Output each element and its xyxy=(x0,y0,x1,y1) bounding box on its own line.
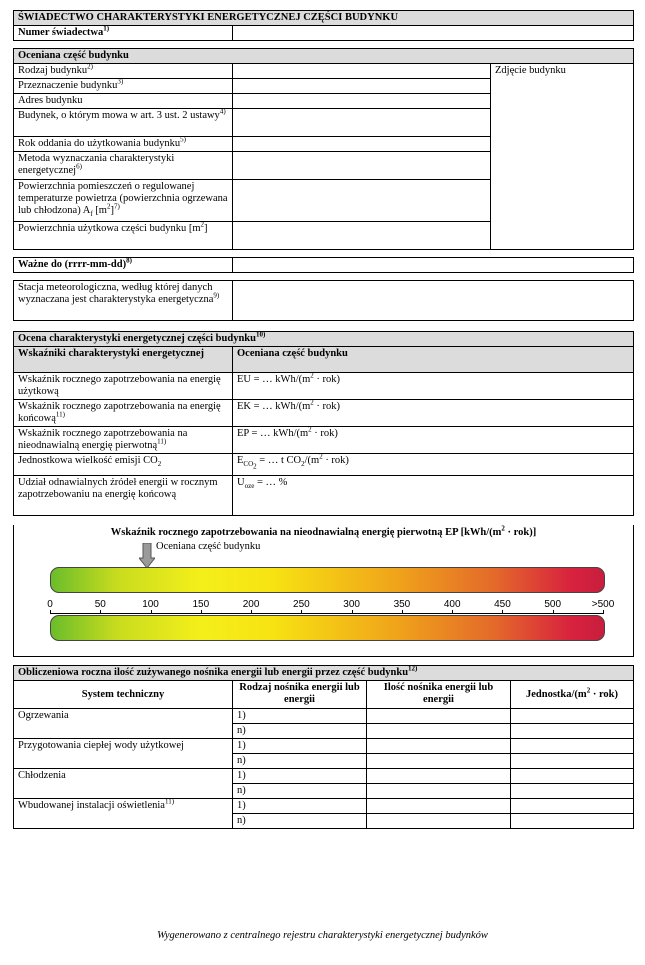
ep-scale-panel xyxy=(13,525,634,657)
commissioning-year-field[interactable] xyxy=(233,137,491,152)
heated-area-label: Powierzchnia pomieszczeń o regulowanej temperaturze powietrza (powierzchnia ogrzewana lub chłodzona) $A_f$ $[m^2]^{7)}$ xyxy=(14,180,233,222)
unit-cell[interactable] xyxy=(511,799,634,814)
assessed-column-header: Oceniana część budynku xyxy=(233,347,634,373)
building-address-field[interactable] xyxy=(233,94,491,109)
scale-tick-label: 300 xyxy=(343,599,360,610)
building-purpose-label: Przeznaczenie budynku$^{3)}$ xyxy=(14,79,233,94)
scale-tick-label: 350 xyxy=(393,599,411,610)
amount-cell[interactable] xyxy=(367,724,511,739)
valid-until-label: Ważne do (rrrr-mm-dd)$^{8)}$ xyxy=(14,258,233,273)
scale-tick-label: 250 xyxy=(293,599,310,610)
system-column-header: System techniczny xyxy=(14,681,233,709)
scale-tick xyxy=(50,610,51,614)
carrier-row-n: n) xyxy=(233,754,367,769)
renewable-share-value: $U_{oze}$ = … % xyxy=(233,476,634,516)
ep-color-scale-top xyxy=(50,567,605,593)
consumption-table xyxy=(13,665,634,829)
station-table xyxy=(13,280,634,321)
ep-scale-title: Wskaźnik rocznego zapotrzebowania na nieodnawialną energię pierwotną EP $[kWh/(m^2 \cdot rok)]$ xyxy=(110,524,537,538)
commissioning-year-label: Rok oddania do użytkowania budynku$^{5)}$ xyxy=(14,137,233,152)
scale-tick xyxy=(553,610,554,614)
building-type-label: Rodzaj budynku$^{2)}$ xyxy=(14,64,233,79)
assessment-table xyxy=(13,331,634,516)
amount-cell[interactable] xyxy=(367,769,511,784)
calculation-method-field[interactable] xyxy=(233,152,491,180)
carrier-row-first: 1) xyxy=(233,769,367,784)
co2-label: Jednostkowa wielkość emisji $CO_2$ xyxy=(14,454,233,476)
scale-tick xyxy=(502,610,503,614)
carrier-row-first: 1) xyxy=(233,739,367,754)
eu-label: Wskaźnik rocznego zapotrzebowania na energię użytkową xyxy=(14,373,233,400)
heated-area-field[interactable] xyxy=(233,180,491,222)
station-field[interactable] xyxy=(233,281,634,321)
scale-tick-label: 500 xyxy=(544,599,562,610)
amount-column-header: Ilość nośnika energii lub energii xyxy=(367,681,511,709)
scale-tick xyxy=(603,610,604,614)
scale-tick-label: 50 xyxy=(94,599,106,610)
ep-scale-marker-label: Oceniana część budynku xyxy=(156,541,261,552)
carrier-row-n: n) xyxy=(233,724,367,739)
unit-cell[interactable] xyxy=(511,754,634,769)
ep-value: EP = … kWh/$(m^2 \cdot rok)$ xyxy=(233,427,634,454)
co2-value: $E_{CO_2}$ = … t $CO_2/(m^2 \cdot rok)$ xyxy=(233,454,634,476)
system-hot-water-label: Przygotowania ciepłej wody użytkowej xyxy=(14,739,233,769)
calculation-method-label: Metoda wyznaczania charakterystyki energetycznej$^{6)}$ xyxy=(14,152,233,180)
scale-tick-label: 450 xyxy=(494,599,511,610)
ek-value: EK = … kWh/$(m^2 \cdot rok)$ xyxy=(233,400,634,427)
carrier-row-first: 1) xyxy=(233,799,367,814)
system-heating-label: Ogrzewania xyxy=(14,709,233,739)
scale-tick xyxy=(452,610,453,614)
scale-tick xyxy=(301,610,302,614)
assessed-part-header: Oceniana część budynku xyxy=(14,49,634,64)
scale-tick xyxy=(402,610,403,614)
amount-cell[interactable] xyxy=(367,799,511,814)
amount-cell[interactable] xyxy=(367,814,511,829)
indicator-column-header: Wskaźniki charakterystyki energetycznej xyxy=(14,347,233,373)
scale-tick-label: 200 xyxy=(242,599,260,610)
scale-tick xyxy=(151,610,152,614)
usable-area-field[interactable] xyxy=(233,222,491,250)
amount-cell[interactable] xyxy=(367,709,511,724)
scale-tick-label: 400 xyxy=(443,599,461,610)
certificate-header-table xyxy=(13,10,634,41)
amount-cell[interactable] xyxy=(367,784,511,799)
scale-tick-label: 0 xyxy=(47,599,53,610)
building-photo-cell xyxy=(491,64,634,250)
assessment-header: Ocena charakterystyki energetycznej części budynku$^{10)}$ xyxy=(14,332,634,347)
building-address-label: Adres budynku xyxy=(14,94,233,109)
building-art3-label: Budynek, o którym mowa w art. 3 ust. 2 ustawy$^{4)}$ xyxy=(14,109,233,137)
valid-until-field[interactable] xyxy=(233,258,634,273)
unit-cell[interactable] xyxy=(511,784,634,799)
ep-scale-axis xyxy=(50,613,603,614)
carrier-column-header: Rodzaj nośnika energii lub energii xyxy=(233,681,367,709)
carrier-row-n: n) xyxy=(233,784,367,799)
unit-cell[interactable] xyxy=(511,709,634,724)
eu-value: EU = … kWh/$(m^2 \cdot rok)$ xyxy=(233,373,634,400)
scale-tick xyxy=(201,610,202,614)
ep-color-scale-bottom xyxy=(50,615,605,641)
unit-column-header: Jednostka/$(m^2 \cdot rok)$ xyxy=(511,681,634,709)
building-type-field[interactable] xyxy=(233,64,491,79)
amount-cell[interactable] xyxy=(367,739,511,754)
scale-tick xyxy=(251,610,252,614)
building-art3-field[interactable] xyxy=(233,109,491,137)
consumption-header: Obliczeniowa roczna ilość zużywanego nośnika energii lub energii przez część budynku$^{12)}$ xyxy=(14,666,634,681)
carrier-row-n: n) xyxy=(233,814,367,829)
unit-cell[interactable] xyxy=(511,814,634,829)
certificate-number-field[interactable] xyxy=(233,26,634,41)
amount-cell[interactable] xyxy=(367,754,511,769)
renewable-share-label: Udział odnawialnych źródeł energii w rocznym zapotrzebowaniu na energię końcową xyxy=(14,476,233,516)
scale-tick xyxy=(352,610,353,614)
scale-tick-label: 150 xyxy=(192,599,210,610)
unit-cell[interactable] xyxy=(511,724,634,739)
ep-label: Wskaźnik rocznego zapotrzebowania na nieodnawialną energię pierwotną$^{11)}$ xyxy=(14,427,233,454)
unit-cell[interactable] xyxy=(511,739,634,754)
unit-cell[interactable] xyxy=(511,769,634,784)
scale-tick xyxy=(100,610,101,614)
station-label: Stacja meteorologiczna, według której danych wyznaczana jest charakterystyka energetyczna$^{9)}$ xyxy=(14,281,233,321)
carrier-row-first: 1) xyxy=(233,709,367,724)
certificate-title: ŚWIADECTWO CHARAKTERYSTYKI ENERGETYCZNEJ CZĘŚCI BUDYNKU xyxy=(14,11,634,26)
ek-label: Wskaźnik rocznego zapotrzebowania na energię końcową$^{11)}$ xyxy=(14,400,233,427)
certificate-number-label: Numer świadectwa$^{1)}$ xyxy=(14,26,233,41)
system-cooling-label: Chłodzenia xyxy=(14,769,233,799)
usable-area-label: Powierzchnia użytkowa części budynku $[m^2]$ xyxy=(14,222,233,250)
assessed-part-table xyxy=(13,48,634,250)
page-footer: Wygenerowano z centralnego rejestru charakterystyki energetycznej budynków xyxy=(157,930,488,941)
building-photo-label: Zdjęcie budynku xyxy=(495,65,566,76)
scale-tick-label: >500 xyxy=(591,599,615,610)
assessed-part-arrow-icon xyxy=(139,543,155,569)
building-purpose-field[interactable] xyxy=(233,79,491,94)
valid-until-table xyxy=(13,257,634,273)
system-lighting-label: Wbudowanej instalacji oświetlenia$^{11)}$ xyxy=(14,799,233,829)
scale-tick-label: 100 xyxy=(142,599,159,610)
